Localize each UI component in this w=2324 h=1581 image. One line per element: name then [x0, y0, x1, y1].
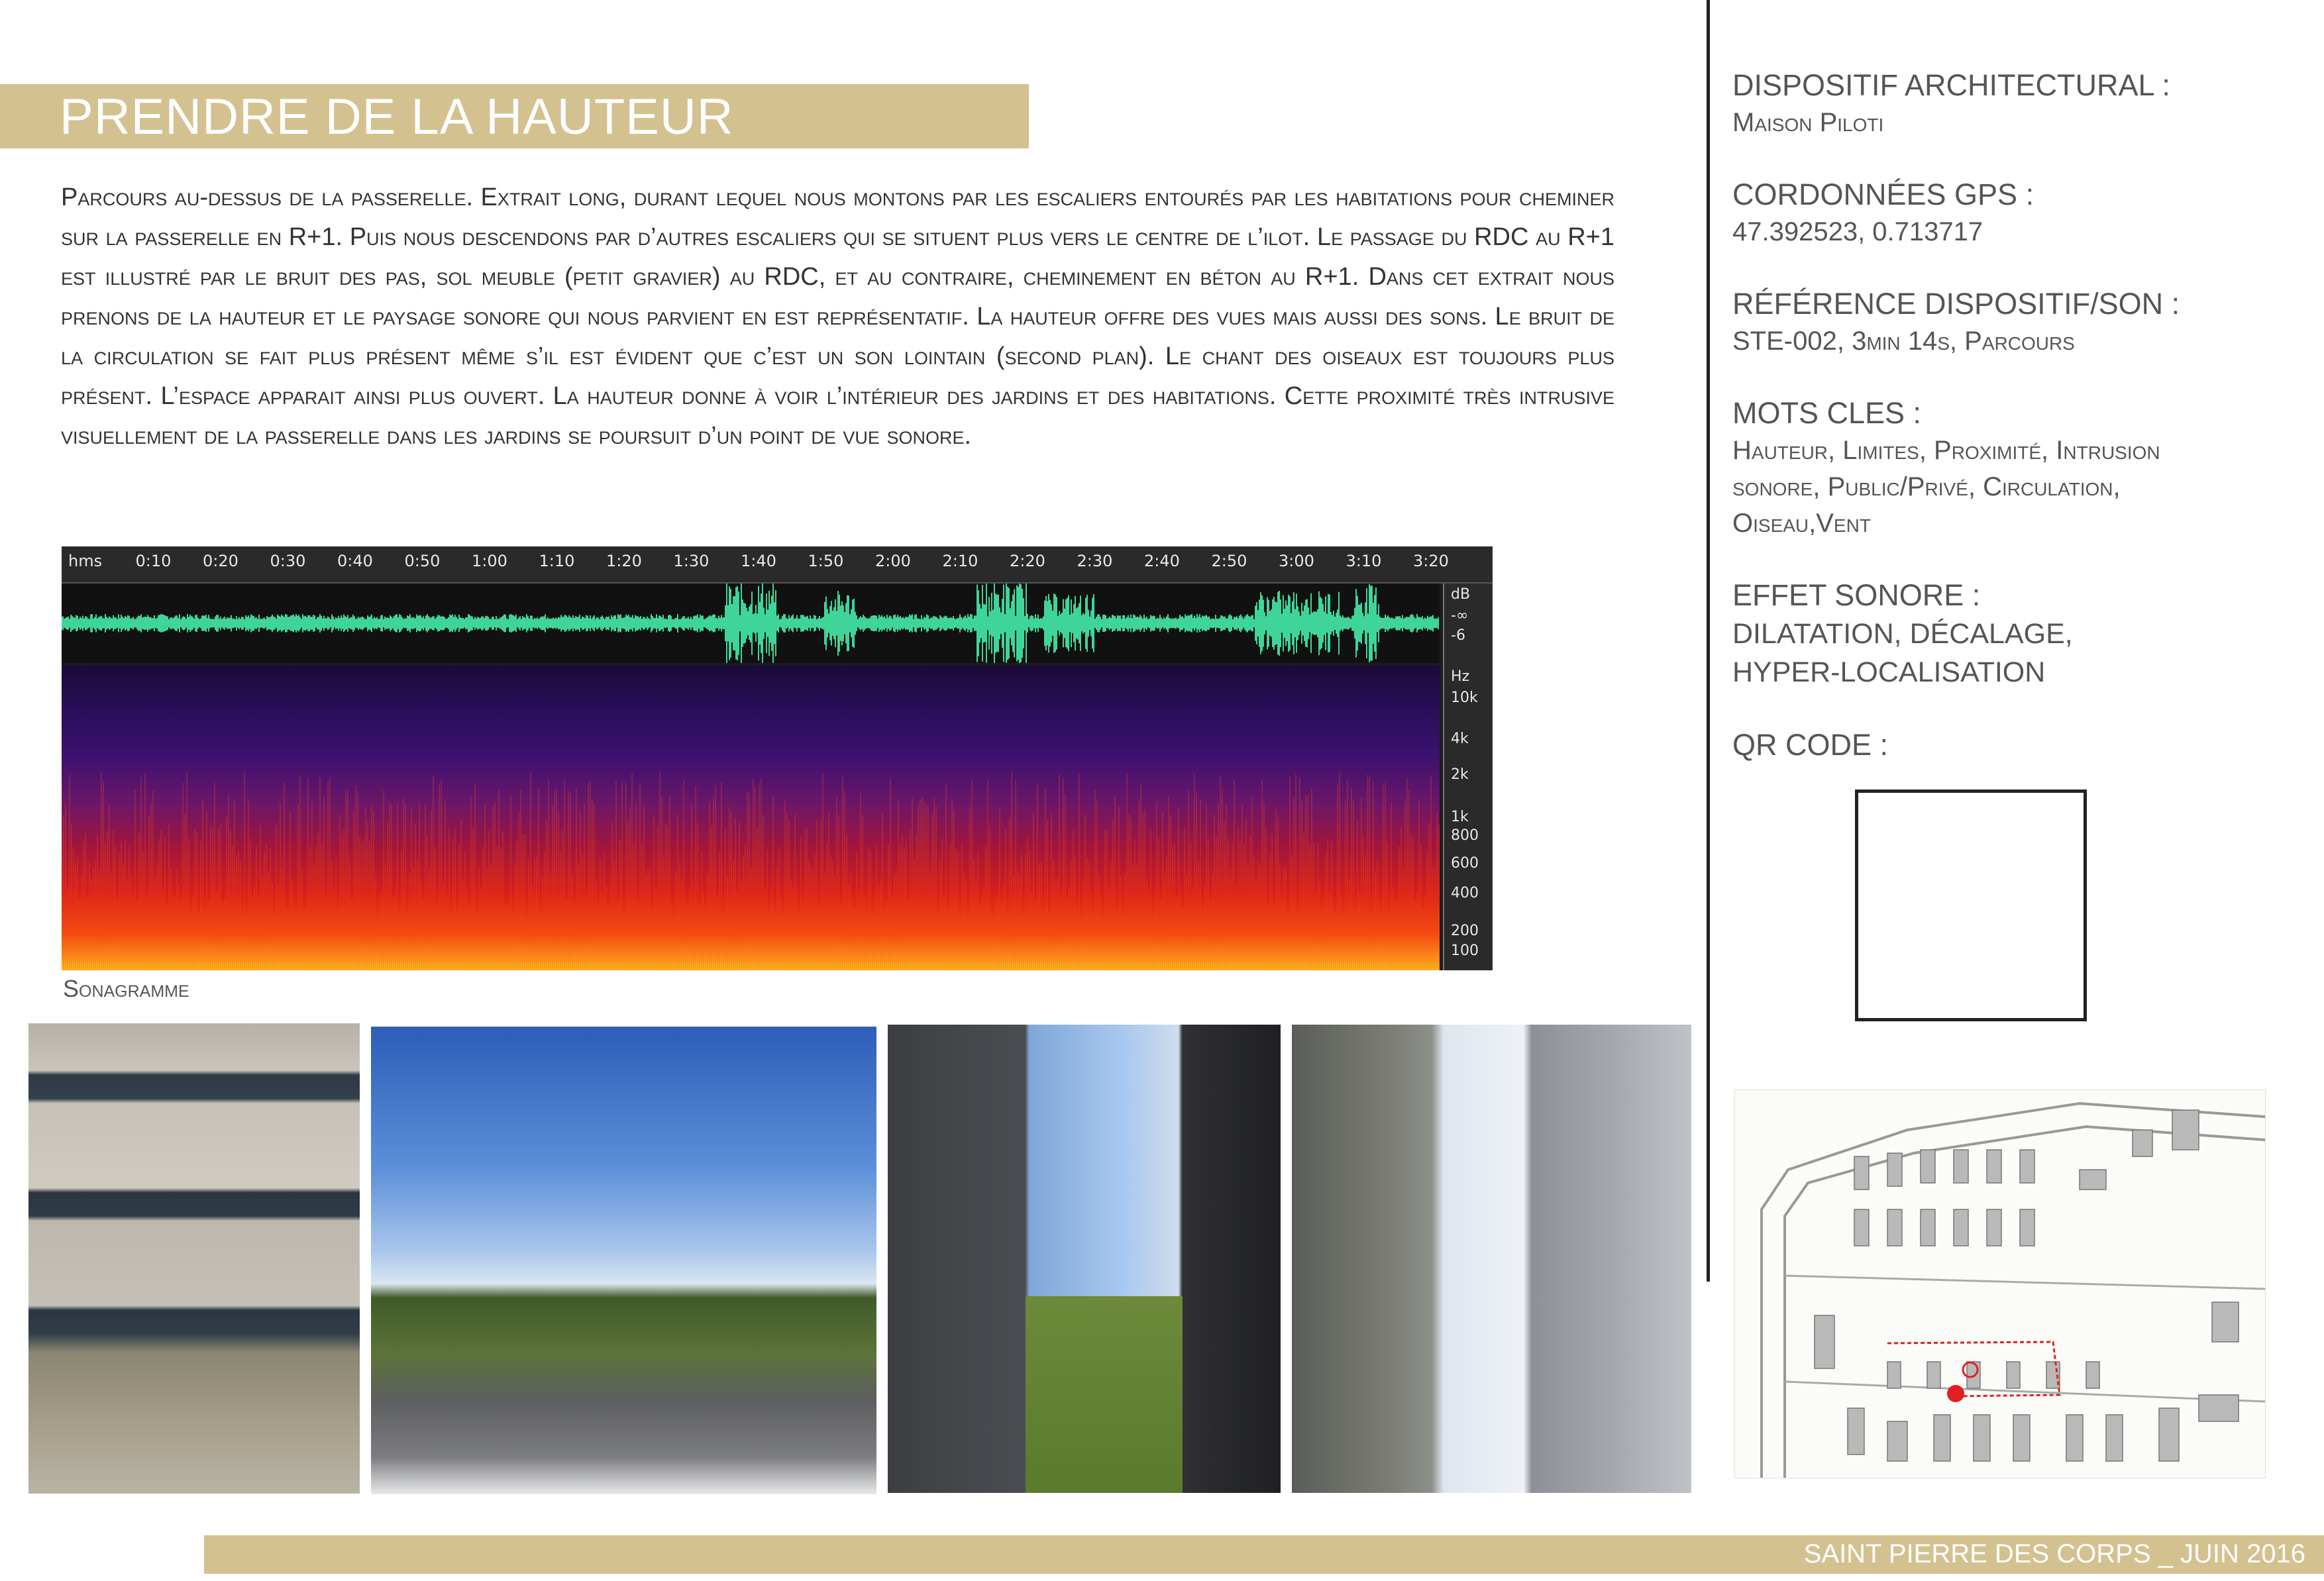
timeline-tick: 3:00	[1279, 552, 1314, 570]
timeline-tick: 0:10	[135, 552, 172, 570]
site-plan-drawing	[1735, 1090, 2265, 1478]
qr-code-placeholder	[1855, 790, 2087, 1021]
spectrogram	[62, 546, 1493, 970]
reference-label: RÉFÉRENCE DISPOSITIF/SON :	[1732, 287, 2180, 321]
gps-value: 47.392523, 0.713717	[1732, 217, 1983, 246]
timeline-tick: 3:10	[1346, 552, 1382, 570]
hz-axis-label: 400	[1451, 885, 1479, 901]
effect-label: EFFET SONORE :	[1732, 578, 1981, 612]
timeline-tick: 2:00	[875, 552, 911, 570]
timeline-tick: 1:50	[808, 552, 844, 570]
photo-passerelle	[1292, 1025, 1691, 1493]
hz-axis-label: 10k	[1451, 689, 1478, 706]
timeline-tick: 0:50	[404, 552, 441, 570]
timeline-tick: 1:00	[472, 552, 507, 570]
spectrogram-path	[62, 772, 1439, 970]
photo-garden-view	[888, 1025, 1281, 1493]
timeline-tick: 0:20	[203, 552, 238, 570]
hz-axis-label: 4k	[1451, 731, 1469, 747]
spectrogram-timeline	[62, 546, 1493, 584]
effect-value: DILATATION, DÉCALAGE, HYPER-LOCALISATION	[1732, 618, 2073, 688]
timeline-tick: 0:40	[337, 552, 373, 570]
hz-axis-label: 600	[1451, 855, 1479, 872]
hz-axis-label: 800	[1451, 827, 1479, 844]
hz-axis-label: Hz	[1451, 668, 1470, 685]
timeline-tick: 1:20	[606, 552, 642, 570]
hz-axis-label: 200	[1451, 923, 1479, 939]
timeline-tick: 2:50	[1211, 552, 1247, 570]
page-title: PRENDRE DE LA HAUTEUR	[60, 89, 734, 145]
db-axis-label: -∞	[1451, 607, 1469, 624]
spectrogram-caption: Sonagramme	[63, 975, 189, 1002]
waveform-graphic	[62, 584, 1440, 663]
keywords-label: MOTS CLES :	[1732, 396, 1922, 430]
timeline-tick: hms	[68, 552, 103, 570]
timeline-tick: 2:30	[1077, 552, 1113, 570]
db-axis-label: dB	[1451, 586, 1471, 603]
footer-bar	[204, 1535, 2324, 1574]
timeline-tick: 1:40	[741, 552, 776, 570]
spectrogram-axis	[1443, 584, 1493, 970]
dispositif-value: Maison Piloti	[1732, 108, 1884, 137]
timeline-tick: 2:20	[1010, 552, 1045, 570]
dispositif-label: DISPOSITIF ARCHITECTURAL :	[1732, 68, 2170, 102]
hz-axis-label: 100	[1451, 943, 1479, 959]
qr-label: QR CODE :	[1732, 728, 1889, 762]
waveform	[62, 584, 1440, 663]
timeline-tick: 1:30	[673, 552, 710, 570]
timeline-tick: 2:10	[942, 552, 978, 570]
hz-axis-label: 1k	[1451, 809, 1469, 825]
description-text: Parcours au-dessus de la passerelle. Extrait long, durant lequel nous montons par les escaliers entourés par les habitations pour cheminer sur la passerelle en R+1. Puis nous descendons par d’autres escaliers qui se situent plus vers le centre de l’ilot. Le passage du RDC au R+1 est illustré par le bruit des pas, sol meuble (petit gravier) au RDC, et au contraire, cheminement en béton au R+1. Dans cet extrait nous prenons de la hauteur et le paysage sonore qui nous parvient en est représentatif. La hauteur offre des vues mais aussi des sons. Le bruit de la circulation se fait plus présent même s’il est évident que c’est un son lointain (second plan). Le chant des oiseaux est toujours plus présent. L’espace apparait ainsi plus ouvert. La hauteur donne à voir l’intérieur des jardins et des habitations. Cette proximité très intrusive visuellement de la passerelle dans les jardins se poursuit d’un point de vue sonore.	[61, 183, 1614, 450]
keywords-value: Hauteur, Limites, Proximité, Intrusion sonore, Public/Privé, Circulation, Oiseau,Vent	[1732, 436, 2160, 538]
gps-label: CORDONNÉES GPS :	[1732, 178, 2034, 211]
timeline-tick: 1:10	[539, 552, 575, 570]
footer-text: SAINT PIERRE DES CORPS _ JUIN 2016	[1803, 1539, 2305, 1568]
photo-stairs	[28, 1023, 360, 1494]
info-sidebar	[1732, 66, 2183, 764]
waveform-path	[62, 584, 1438, 663]
spectrogram-image	[62, 666, 1440, 970]
reference-value: STE-002, 3min 14s, Parcours	[1732, 327, 2075, 356]
site-plan-map	[1734, 1090, 2266, 1478]
column-divider	[1707, 0, 1710, 1282]
db-axis-label: -6	[1451, 627, 1465, 644]
timeline-tick: 2:40	[1144, 552, 1180, 570]
spectrogram-streaks	[62, 666, 1440, 970]
timeline-tick: 0:30	[270, 552, 306, 570]
hz-axis-label: 2k	[1451, 766, 1469, 783]
timeline-tick: 3:20	[1413, 552, 1449, 570]
title-bar	[0, 84, 1029, 148]
photo-parking-view	[371, 1027, 876, 1494]
